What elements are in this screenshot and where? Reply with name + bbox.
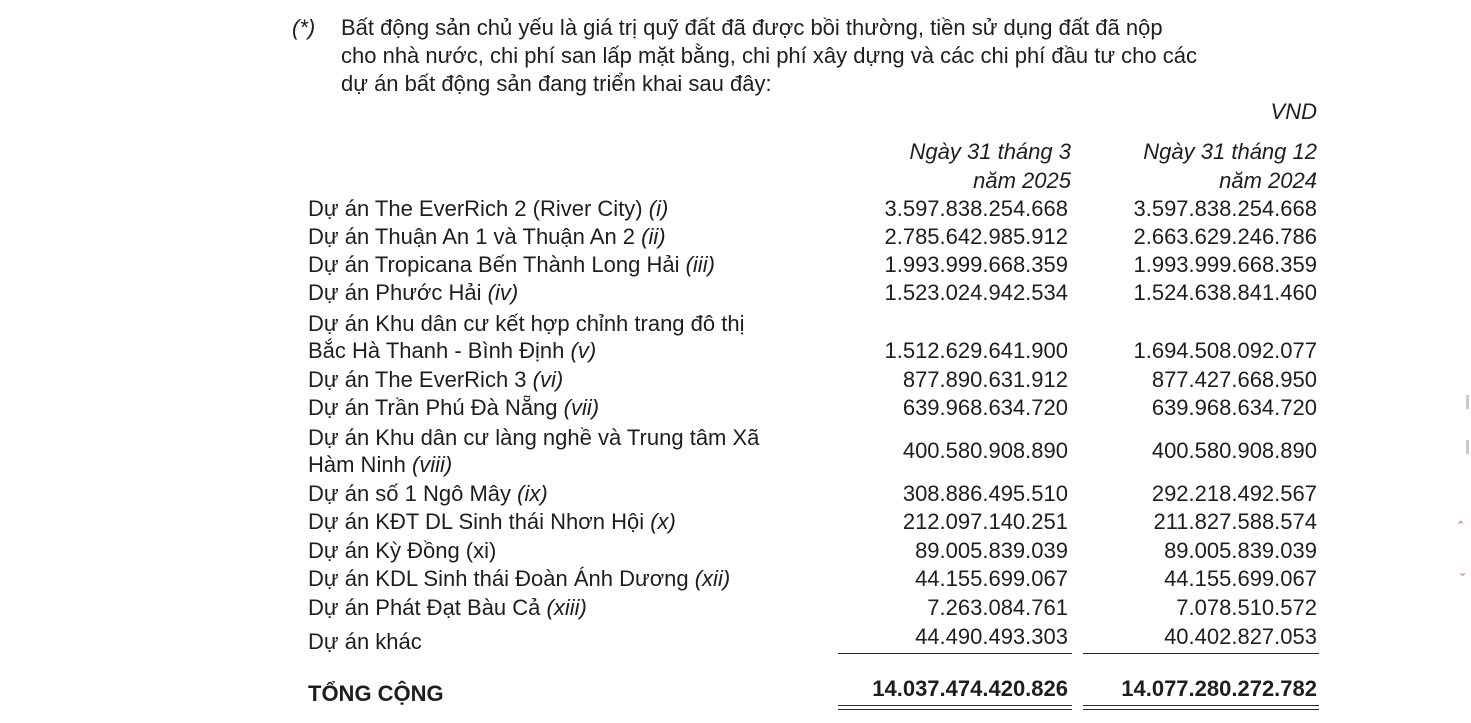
row-label: Bắc Hà Thanh - Bình Định (v) [308, 338, 597, 363]
note-marker: (*) [292, 15, 316, 40]
stamp-fragment-mark: ˇ [1460, 572, 1466, 589]
table-row [308, 623, 1318, 654]
value-2025: 2.785.642.985.912 [884, 224, 1068, 249]
column-header-line: năm 2024 [1219, 168, 1317, 193]
value-2025: 308.886.495.510 [902, 481, 1068, 506]
value-2024: 639.968.634.720 [1151, 395, 1317, 420]
row-ref: (ix) [517, 481, 548, 506]
row-ref: (ii) [641, 224, 666, 249]
scan-edge-mark [1466, 440, 1469, 454]
table-row [308, 279, 1318, 307]
value-2025: 212.097.140.251 [902, 509, 1068, 534]
row-label-line: Dự án Khu dân cư kết hợp chỉnh trang đô thị [308, 311, 745, 336]
table-row [308, 451, 1318, 479]
table-row [308, 480, 1318, 508]
row-ref: (vii) [563, 395, 600, 420]
value-2025: 7.263.084.761 [927, 595, 1068, 620]
total-2024: 14.077.280.272.782 [1121, 676, 1317, 701]
column-header-2025 [910, 137, 1071, 195]
row-label: Hàm Ninh (viii) [308, 452, 453, 477]
table-row [308, 366, 1318, 394]
total-double-rule-2024 [1083, 705, 1319, 706]
subtotal-rule-2025 [838, 653, 1072, 654]
value-2025: 639.968.634.720 [902, 395, 1068, 420]
table-row [308, 251, 1318, 279]
value-2025: 1.523.024.942.534 [884, 280, 1068, 305]
row-ref: (i) [648, 196, 669, 221]
value-2024: 400.580.908.890 [1151, 438, 1317, 463]
value-2024: 1.993.999.668.359 [1133, 252, 1317, 277]
row-label: Dự án KĐT DL Sinh thái Nhơn Hội (x) [308, 509, 676, 534]
value-2025: 1.512.629.641.900 [884, 338, 1068, 363]
value-2025: 44.490.493.303 [915, 624, 1068, 649]
row-label-line: Dự án Khu dân cư làng nghề và Trung tâm Xã [308, 425, 760, 450]
table-row [308, 594, 1318, 622]
value-2024: 40.402.827.053 [1164, 624, 1317, 649]
total-row [308, 675, 1318, 706]
row-label: Dự án Trần Phú Đà Nẵng (vii) [308, 395, 600, 420]
column-header-2024 [1143, 137, 1317, 195]
row-label: Dự án KDL Sinh thái Đoàn Ánh Dương (xii) [308, 566, 731, 591]
table-row [308, 537, 1318, 565]
note-line: Bất động sản chủ yếu là giá trị quỹ đất đã được bồi thường, tiền sử dụng đất đã nộp [341, 15, 1163, 40]
value-2024: 877.427.668.950 [1151, 367, 1317, 392]
row-label: Dự án số 1 Ngô Mây (ix) [308, 481, 548, 506]
row-ref: (vi) [532, 367, 564, 392]
total-double-rule-2025 [838, 709, 1072, 710]
row-ref: (x) [650, 509, 676, 534]
row-ref: (iv) [487, 280, 519, 305]
row-label: Dự án Tropicana Bến Thành Long Hải (iii) [308, 252, 715, 277]
value-2025: 1.993.999.668.359 [884, 252, 1068, 277]
row-ref: (xii) [694, 566, 731, 591]
value-2025: 44.155.699.067 [915, 566, 1068, 591]
column-header-line: năm 2025 [973, 168, 1071, 193]
value-2025: 877.890.631.912 [902, 367, 1068, 392]
value-2024: 1.524.638.841.460 [1133, 280, 1317, 305]
column-header-line: Ngày 31 tháng 12 [1143, 139, 1317, 164]
row-label: Dự án khác [308, 629, 422, 654]
row-label: Dự án Kỳ Đồng (xi) [308, 538, 497, 563]
row-label: Dự án Phước Hải (iv) [308, 280, 519, 305]
row-ref: (viii) [411, 452, 453, 477]
row-ref: (xiii) [546, 595, 587, 620]
scan-edge-mark [1466, 395, 1469, 409]
total-2025: 14.037.474.420.826 [872, 676, 1068, 701]
stamp-fragment-mark: ˆ [1458, 520, 1464, 537]
value-2024: 211.827.588.574 [1153, 509, 1317, 534]
value-2024: 89.005.839.039 [1164, 538, 1317, 563]
table-row-label-continued [308, 310, 1318, 338]
table-row [308, 394, 1318, 422]
table-row [308, 508, 1318, 536]
row-label: Dự án The EverRich 3 (vi) [308, 367, 564, 392]
row-label: Dự án The EverRich 2 (River City) (i) [308, 196, 669, 221]
total-double-rule-2025 [838, 705, 1072, 706]
table-row [308, 337, 1318, 365]
row-label: Dự án Thuận An 1 và Thuận An 2 (ii) [308, 224, 666, 249]
total-double-rule-2024 [1083, 709, 1319, 710]
note-line: dự án bất động sản đang triển khai sau đây: [341, 71, 772, 96]
currency-unit: VND [1270, 99, 1317, 124]
row-ref: (v) [570, 338, 597, 363]
value-2024: 1.694.508.092.077 [1133, 338, 1317, 363]
value-2024: 2.663.629.246.786 [1133, 224, 1317, 249]
total-label: TỔNG CỘNG [308, 681, 444, 706]
value-2025: 3.597.838.254.668 [884, 196, 1068, 221]
column-header-line: Ngày 31 tháng 3 [909, 139, 1071, 164]
subtotal-rule-2024 [1083, 653, 1319, 654]
value-2024: 44.155.699.067 [1164, 566, 1317, 591]
table-row [308, 565, 1318, 593]
note-line: cho nhà nước, chi phí san lấp mặt bằng, chi phí xây dựng và các chi phí đầu tư cho các [341, 43, 1197, 68]
table-row [308, 223, 1318, 251]
row-ref: (iii) [685, 252, 715, 277]
value-2025: 400.580.908.890 [902, 438, 1068, 463]
table-row [308, 195, 1318, 223]
row-label: Dự án Phát Đạt Bàu Cả (xiii) [308, 595, 587, 620]
value-2024: 3.597.838.254.668 [1133, 196, 1317, 221]
value-2024: 292.218.492.567 [1151, 481, 1317, 506]
note-text [341, 14, 1316, 98]
value-2024: 7.078.510.572 [1176, 595, 1317, 620]
value-2025: 89.005.839.039 [915, 538, 1068, 563]
